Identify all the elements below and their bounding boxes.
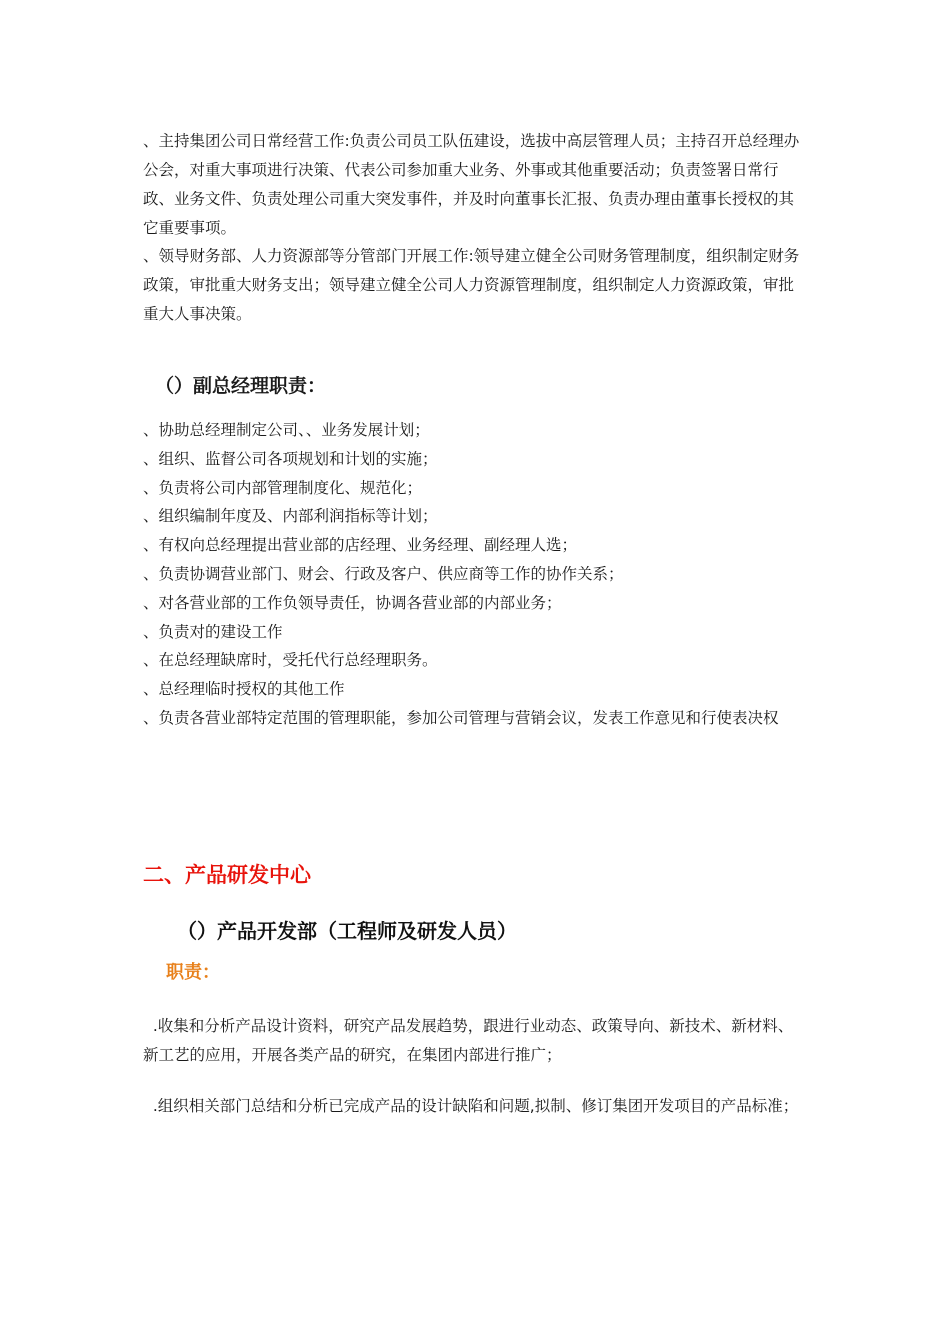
list-item: 、组织编制年度及、内部利润指标等计划； [143, 507, 438, 526]
duty-label: 职责： [166, 962, 220, 983]
product-dev-dept-heading: （）产品开发部（工程师及研发人员） [177, 919, 517, 943]
list-item: 、负责对的建设工作 [143, 622, 283, 641]
list-item: 、组织、监督公司各项规划和计划的实施； [143, 449, 438, 468]
list-item: 、在总经理缺席时，受托代行总经理职务。 [143, 651, 438, 670]
list-item: 、负责协调营业部门、财会、行政及客户、供应商等工作的协作关系； [143, 564, 624, 583]
section-heading-product-rd: 二、产品研发中心 [143, 863, 311, 887]
gm-duty-paragraph-1: 、主持集团公司日常经营工作:负责公司员工队伍建设，选拔中高层管理人员；主持召开总经理办公会，对重大事项进行决策、代表公司参加重大业务、外事或其他重要活动；负责签署日常行政、业务文件、负责处理公司重大突发事件，并及时向董事长汇报、负责办理由董事长授权的其它重要事项。 [143, 132, 800, 237]
deputy-gm-duty-list [143, 416, 808, 733]
list-item: 、协助总经理制定公司、、业务发展计划； [143, 421, 430, 439]
gm-duty-paragraph-2: 、领导财务部、人力资源部等分管部门开展工作:领导建立健全公司财务管理制度，组织制定财务政策，审批重大财务支出；领导建立健全公司人力资源管理制度，组织制定人力资源政策，审批重大人事决策。 [143, 247, 800, 323]
list-item: 、对各营业部的工作负领导责任，协调各营业部的内部业务； [143, 593, 562, 612]
list-item: 、有权向总经理提出营业部的店经理、业务经理、副经理人选； [143, 536, 578, 555]
deputy-gm-heading: （）副总经理职责： [155, 375, 327, 397]
list-item: 、总经理临时授权的其他工作 [143, 680, 345, 699]
product-dev-paragraph-2: .组织相关部门总结和分析已完成产品的设计缺陷和问题,拟制、修订集团开发项目的产品标准； [143, 1097, 799, 1115]
list-item: 、负责将公司内部管理制度化、规范化； [143, 478, 423, 497]
product-dev-paragraph-1: .收集和分析产品设计资料，研究产品发展趋势，跟进行业动态、政策导向、新技术、新材料、新工艺的应用，开展各类产品的研究，在集团内部进行推广； [143, 1017, 794, 1064]
list-item: 、负责各营业部特定范围的管理职能，参加公司管理与营销会议，发表工作意见和行使表决权 [143, 708, 779, 727]
